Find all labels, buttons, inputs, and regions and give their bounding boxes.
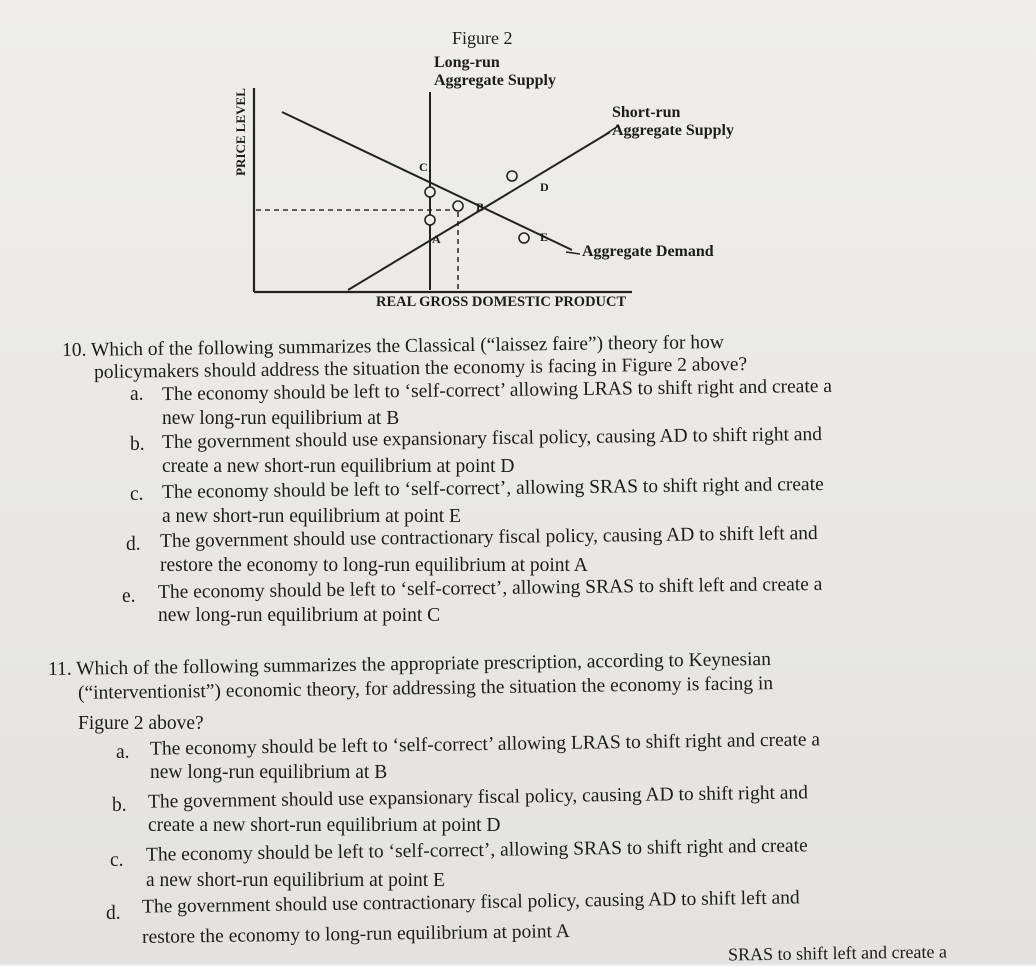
q11-stem-line3: Figure 2 above? (78, 713, 204, 734)
q11-option-c-line2: a new short-run equilibrium at point E (146, 870, 445, 891)
q11-option-c-line1: The economy should be left to ‘self-correct’, allowing SRAS to shift right and create (145, 835, 808, 866)
sras-label-line2: Aggregate Supply (612, 122, 734, 139)
q10-option-a-line1: The economy should be left to ‘self-correct’ allowing LRAS to shift right and create a (161, 375, 833, 406)
q11-option-b-line1: The government should use expansionary fiscal policy, causing AD to shift right and (147, 782, 809, 813)
q11-option-b-letter: b. (112, 795, 127, 816)
q10-stem-line1: 10. Which of the following summarizes the Classical (“laissez faire”) theory for how (61, 331, 724, 362)
point-c-label: C (419, 160, 428, 174)
point-b-label: B (476, 200, 485, 214)
point-b-marker (453, 201, 463, 211)
q10-option-b-line1: The government should use expansionary fiscal policy, causing AD to shift right and (161, 423, 823, 454)
ad-label: Aggregate Demand (582, 243, 714, 260)
sras-label-line1: Short-run (612, 104, 681, 121)
point-a-label: A (432, 232, 441, 246)
q10-stem-line2: policymakers should address the situation the economy is facing in Figure 2 above? (93, 354, 748, 383)
q10-option-b-letter: b. (130, 434, 145, 455)
q11-stem-line2: (“interventionist”) economic theory, for addressing the situation the economy is facing in (77, 673, 774, 704)
figure-2 (0, 0, 1036, 320)
q11-option-a-line1: The economy should be left to ‘self-correct’ allowing LRAS to shift right and create a (149, 729, 821, 760)
lras-label-line1: Long-run (434, 54, 500, 71)
q11-option-a-line2: new long-run equilibrium at B (150, 762, 388, 783)
q10-option-d-line2: restore the economy to long-run equilibrium at point A (160, 555, 588, 576)
q10-option-c-line2: a new short-run equilibrium at point E (162, 506, 461, 527)
figure-title: Figure 2 (452, 28, 513, 48)
q10-option-e-line2: new long-run equilibrium at point C (158, 605, 441, 626)
point-e-label: E (540, 230, 549, 244)
point-e-marker (519, 233, 529, 243)
q11-option-a-letter: a. (116, 742, 130, 763)
lras-label-line2: Aggregate Supply (434, 72, 556, 89)
q11-option-d-line1: The government should use contractionary fiscal policy, causing AD to shift left and (141, 887, 800, 918)
q10-option-a-letter: a. (130, 384, 144, 405)
y-axis-label: PRICE LEVEL (233, 88, 248, 176)
q11-option-b-line2: create a new short-run equilibrium at point D (148, 815, 501, 836)
q11-stem-line1: 11. Which of the following summarizes the appropriate prescription, according to Keynesian (47, 648, 772, 681)
q11-option-c-letter: c. (110, 850, 124, 871)
point-d-label: D (540, 180, 549, 194)
q10-option-a-line2: new long-run equilibrium at B (162, 408, 400, 429)
ad-pointer (566, 252, 580, 254)
q11-option-d-letter: d. (106, 903, 121, 924)
q11-option-d-line2: restore the economy to long-run equilibrium at point A (141, 921, 570, 948)
q10-option-b-line2: create a new short-run equilibrium at point D (162, 456, 515, 477)
q10-option-c-line1: The economy should be left to ‘self-correct’, allowing SRAS to shift right and create (161, 473, 824, 504)
q10-option-d-letter: d. (126, 534, 141, 555)
figure-graph (0, 0, 1036, 320)
point-a-marker (425, 215, 435, 225)
q10-option-e-letter: e. (122, 586, 136, 607)
point-c-marker (425, 187, 435, 197)
point-d-marker (507, 171, 517, 181)
q10-option-c-letter: c. (130, 484, 144, 505)
q11-next-option-cut-off: SRAS to shift left and create a (727, 941, 948, 965)
q10-option-d-line1: The government should use contractionary fiscal policy, causing AD to shift left and (159, 522, 818, 553)
x-axis-label: REAL GROSS DOMESTIC PRODUCT (376, 294, 627, 310)
q10-option-e-line1: The economy should be left to ‘self-correct’, allowing SRAS to shift left and create a (157, 573, 823, 604)
